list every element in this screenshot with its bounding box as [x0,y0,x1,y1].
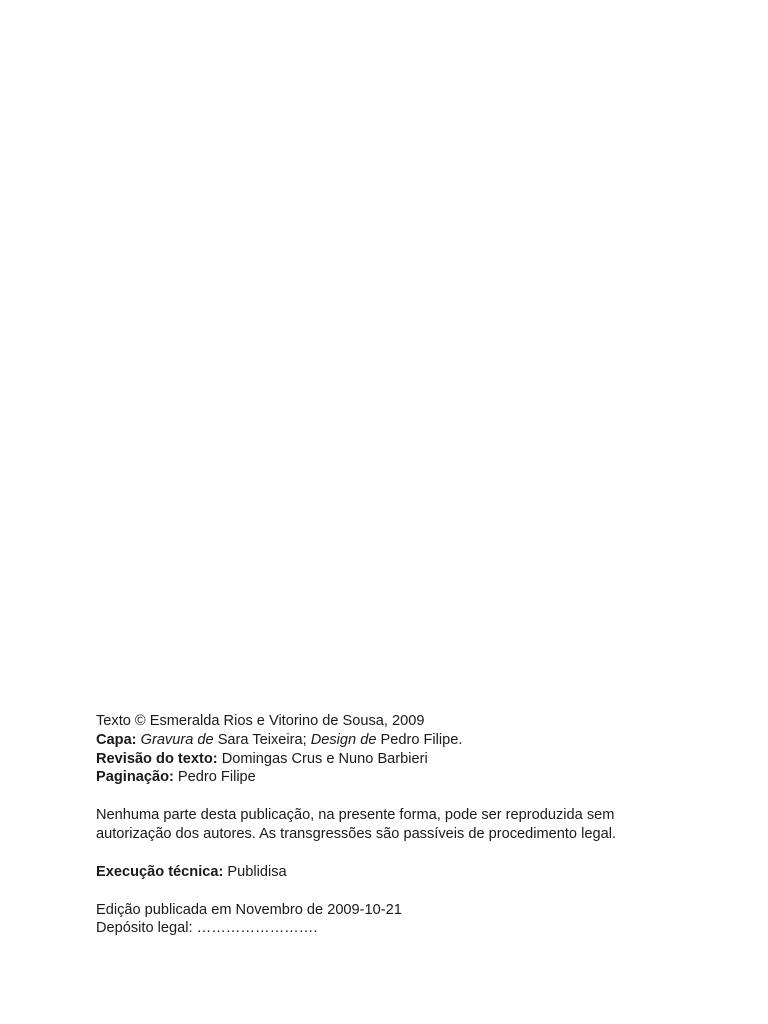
cover-design-name: Pedro Filipe. [380,731,463,748]
paragraph-gap [96,787,696,806]
technical-execution-label: Execução técnica: [96,863,224,880]
technical-execution-line [96,863,696,882]
cover-design-label: Design de [310,731,377,748]
colophon-block [96,712,696,938]
cover-engraving-name: Sara Teixeira; [217,731,307,748]
revision-credit-line [96,750,696,769]
legal-deposit-line: Depósito legal: ……………………. [96,920,318,937]
paragraph-gap [96,844,696,863]
copyright-line: Texto © Esmeralda Rios e Vitorino de Sousa, 2009 [96,713,425,729]
rights-notice-line-2: autorização dos autores. As transgressões são passíveis de procedimento legal. [96,825,616,842]
paragraph-gap [96,882,696,901]
revision-credit-label: Revisão do texto: [96,750,218,767]
layout-credit-label: Paginação: [96,769,174,786]
layout-credit-value: Pedro Filipe [177,769,256,786]
revision-credit-value: Domingas Crus e Nuno Barbieri [221,750,428,767]
layout-credit-line [96,768,696,787]
cover-engraving-label: Gravura de [140,731,214,748]
cover-credit-label: Capa: [96,731,137,748]
cover-credit-line [96,731,696,750]
edition-published-line: Edição publicada em Novembro de 2009-10-21 [96,901,402,918]
rights-notice-line-1: Nenhuma parte desta publicação, na presente forma, pode ser reproduzida sem [96,807,615,824]
technical-execution-value: Publidisa [227,863,287,880]
